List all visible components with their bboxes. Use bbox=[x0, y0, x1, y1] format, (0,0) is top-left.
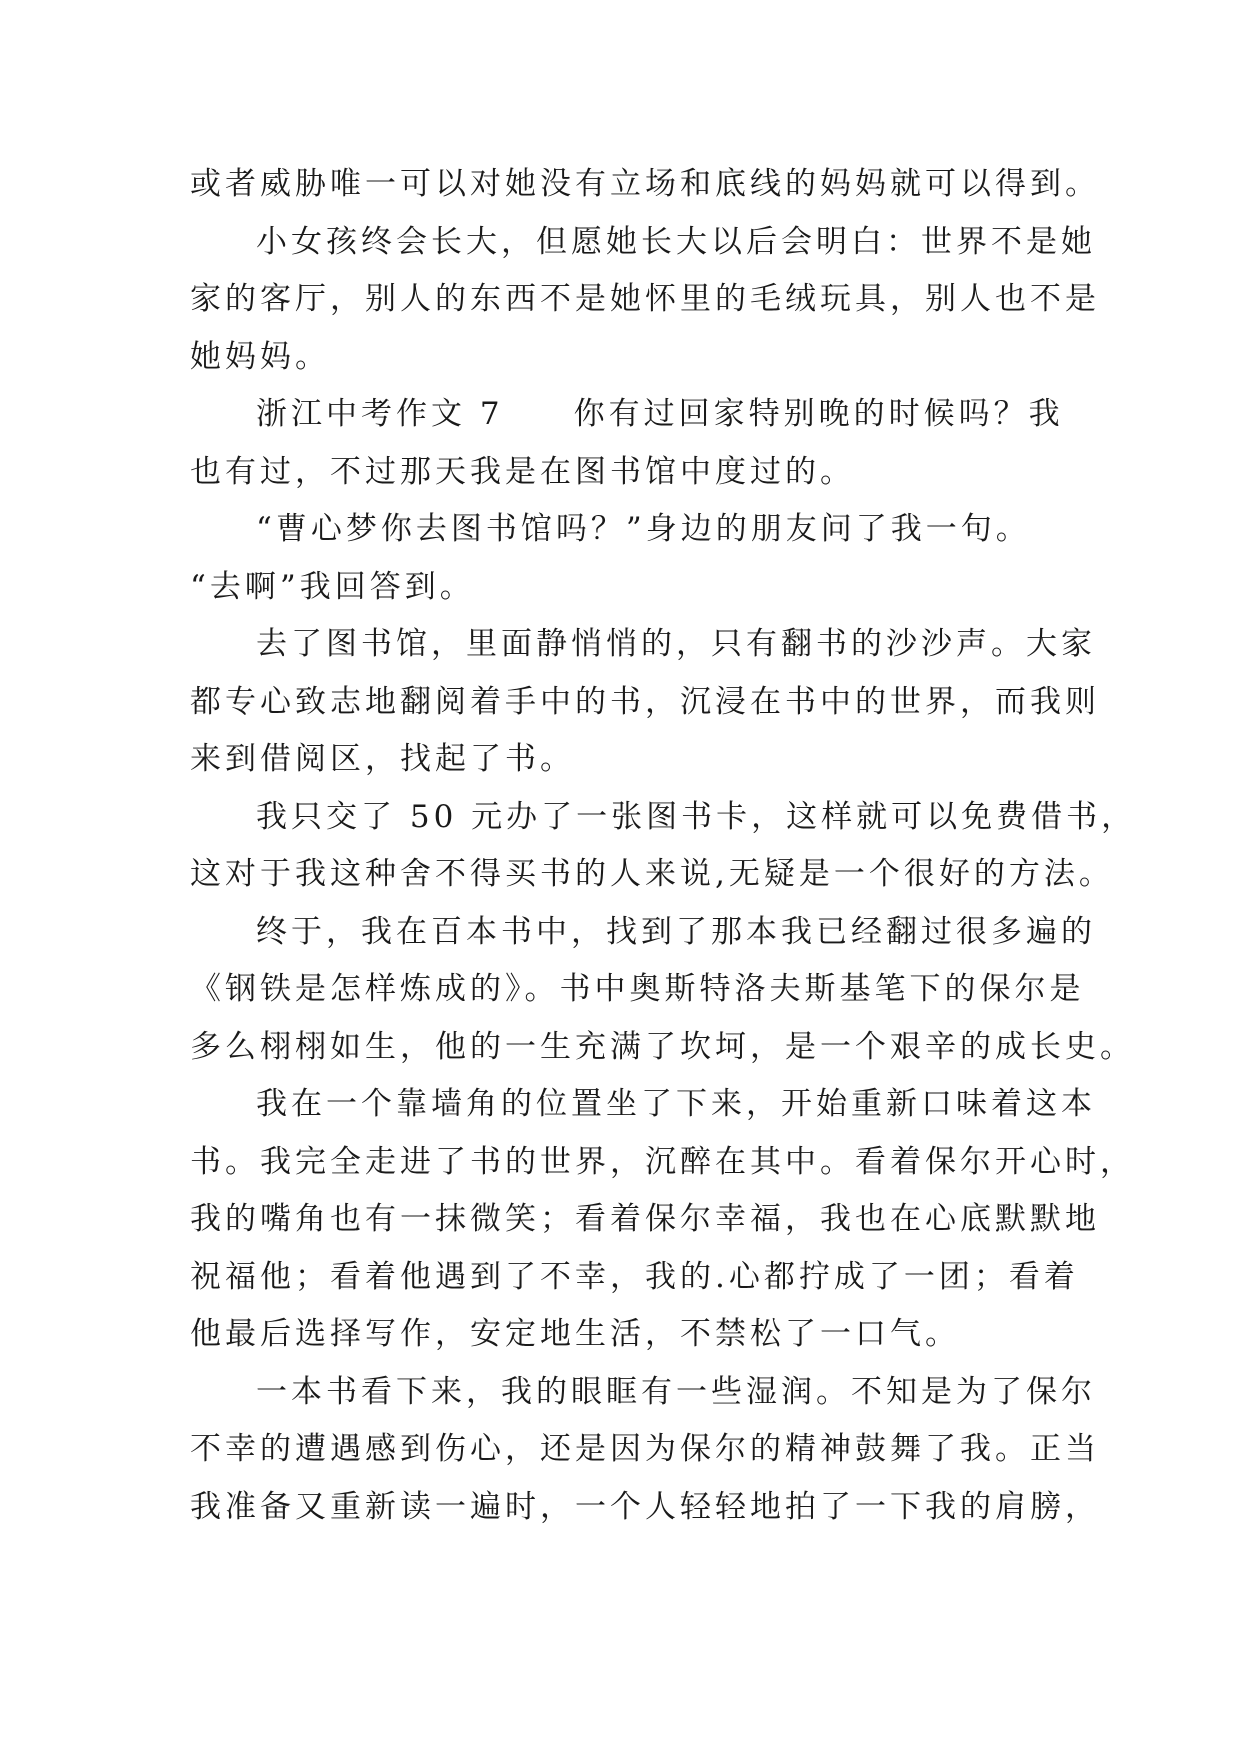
text-line: “去啊”我回答到。 bbox=[190, 568, 475, 605]
text-line: 多么栩栩如生，他的一生充满了坎坷，是一个艰辛的成长史。 bbox=[190, 1028, 1135, 1065]
text-line: 他最后选择写作，安定地生活，不禁松了一口气。 bbox=[190, 1316, 960, 1352]
text-line: 不幸的遭遇感到伤心，还是因为保尔的精神鼓舞了我。正当 bbox=[190, 1431, 1100, 1467]
text-line: 也有过，不过那天我是在图书馆中度过的。 bbox=[190, 453, 855, 490]
text-line: 我的嘴角也有一抹微笑；看着保尔幸福，我也在心底默默地 bbox=[190, 1201, 1100, 1237]
text-line: 这对于我这种舍不得买书的人来说,无疑是一个很好的方法。 bbox=[190, 856, 1114, 892]
text-line: 来到借阅区，找起了书。 bbox=[190, 741, 575, 777]
essay-heading-line: 浙江中考作文 7 你有过回家特别晚的时候吗？我 bbox=[256, 396, 1064, 432]
text-line: 书。我完全走进了书的世界，沉醉在其中。看着保尔开心时， bbox=[190, 1143, 1135, 1180]
text-line: 一本书看下来，我的眼眶有一些湿润。不知是为了保尔 bbox=[256, 1373, 1096, 1410]
text-line: 终于，我在百本书中，找到了那本我已经翻过很多遍的 bbox=[256, 913, 1096, 950]
essay-text bbox=[190, 156, 1137, 1536]
text-line: 或者威胁唯一可以对她没有立场和底线的妈妈就可以得到。 bbox=[190, 166, 1100, 202]
text-line: 都专心致志地翻阅着手中的书，沉浸在书中的世界，而我则 bbox=[190, 683, 1100, 720]
text-line: 我只交了 50 元办了一张图书卡，这样就可以免费借书， bbox=[256, 798, 1137, 835]
text-line: “曹心梦你去图书馆吗？”身边的朋友问了我一句。 bbox=[256, 511, 1031, 547]
text-line: 去了图书馆，里面静悄悄的，只有翻书的沙沙声。大家 bbox=[256, 626, 1096, 662]
text-line: 《钢铁是怎样炼成的》。书中奥斯特洛夫斯基笔下的保尔是 bbox=[190, 971, 1085, 1007]
text-line: 我准备又重新读一遍时，一个人轻轻地拍了一下我的肩膀， bbox=[190, 1488, 1100, 1525]
text-line: 祝福他；看着他遇到了不幸，我的.心都拧成了一团；看着 bbox=[190, 1258, 1079, 1295]
text-line: 家的客厅，别人的东西不是她怀里的毛绒玩具，别人也不是 bbox=[190, 281, 1100, 317]
text-line: 我在一个靠墙角的位置坐了下来，开始重新口味着这本 bbox=[256, 1086, 1096, 1122]
text-line: 小女孩终会长大，但愿她长大以后会明白：世界不是她 bbox=[256, 223, 1096, 260]
text-line: 她妈妈。 bbox=[190, 338, 330, 375]
